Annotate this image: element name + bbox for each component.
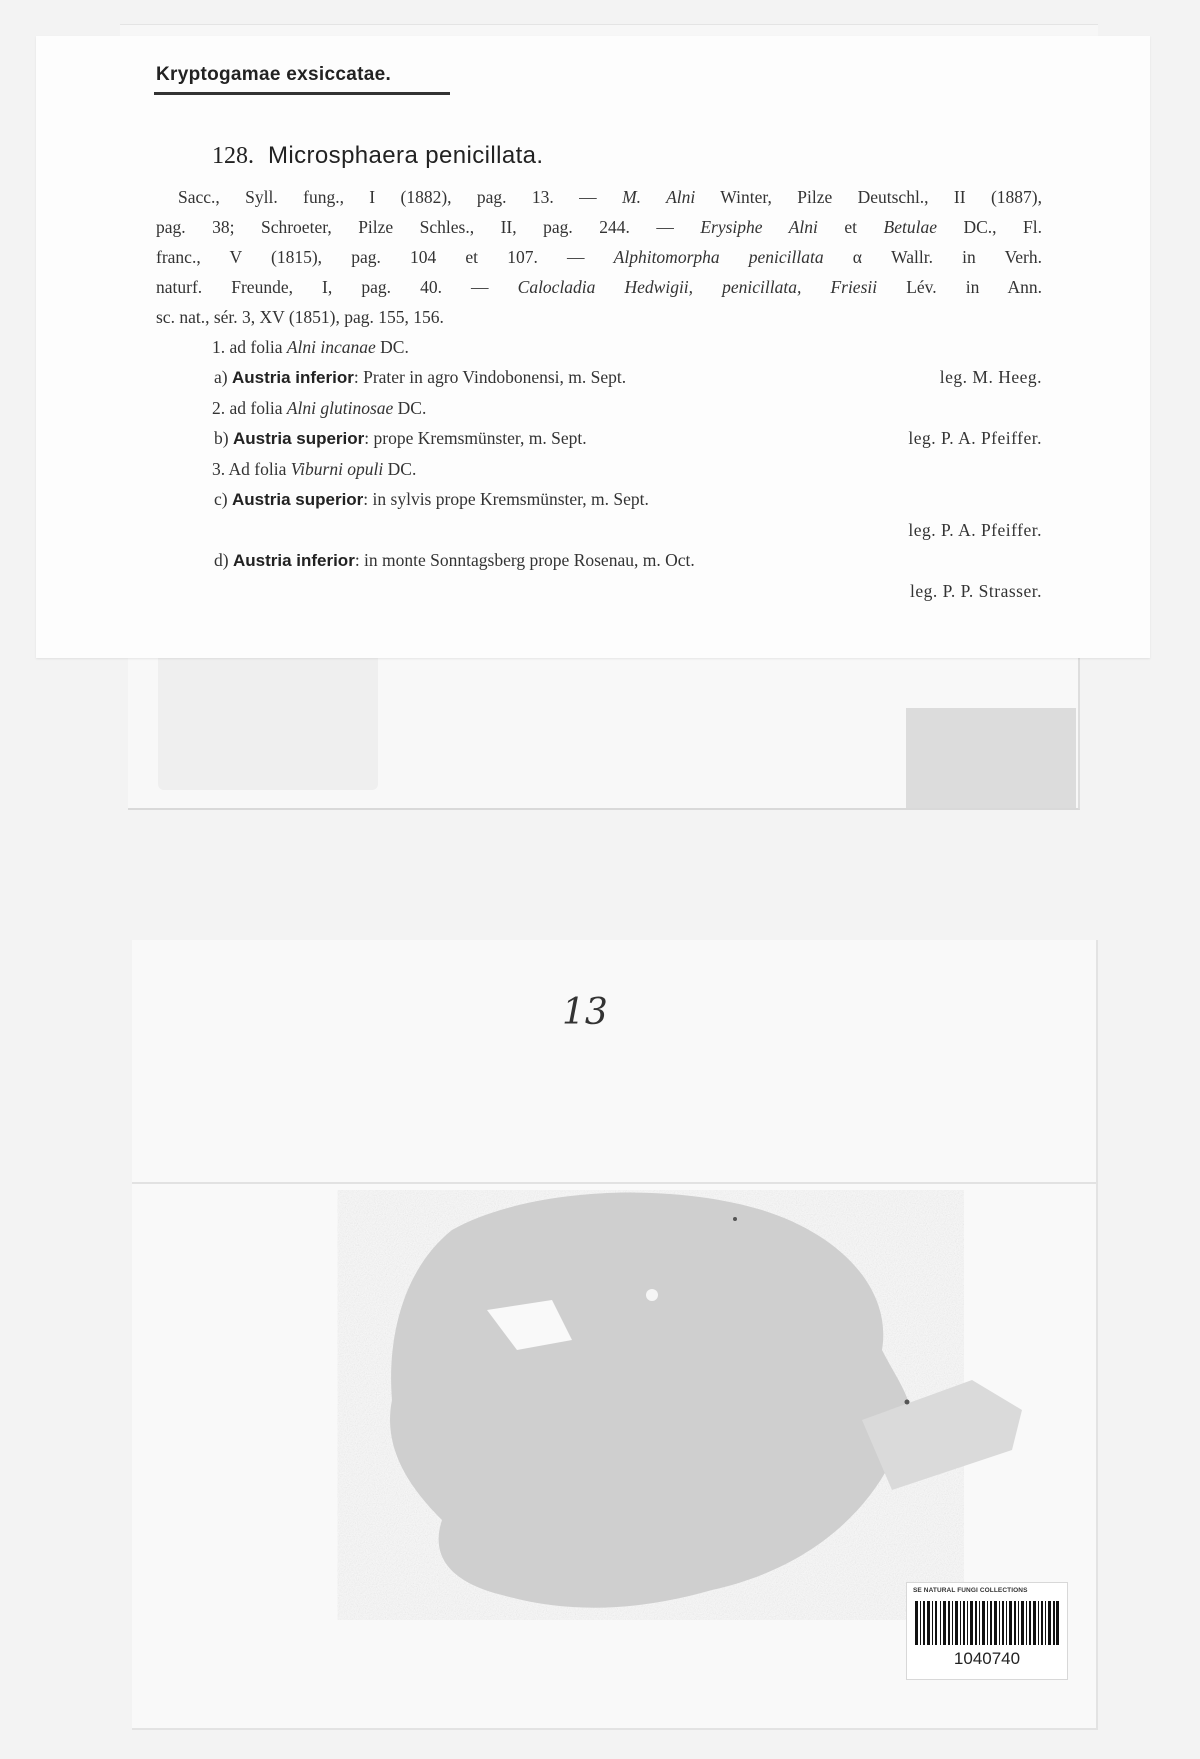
reference-text: Winter, Pilze Deutschl., II (1887), xyxy=(695,187,1042,207)
leaf-specimen-image xyxy=(242,1190,1042,1620)
locality-letter: c) xyxy=(214,489,228,509)
host-prefix: 3. Ad folia xyxy=(212,459,291,479)
species-name: Microsphaera penicillata. xyxy=(268,142,544,169)
reference-text: et xyxy=(817,217,884,237)
collector: leg. P. A. Pfeiffer. xyxy=(908,520,1042,540)
host-prefix: 1. ad folia xyxy=(212,337,287,357)
locality-region: Austria superior xyxy=(231,490,364,509)
barcode-number: 1040740 xyxy=(953,1649,1021,1668)
host-author: DC. xyxy=(383,459,417,479)
collector-line xyxy=(156,576,1042,606)
host-author: DC. xyxy=(393,398,427,418)
label-body xyxy=(156,182,1042,606)
references-block xyxy=(156,182,1042,332)
exsiccata-number: 128. xyxy=(212,143,254,169)
locality-letter: d) xyxy=(214,550,229,570)
locality-line xyxy=(156,423,1042,454)
locality-region: Austria inferior xyxy=(231,368,354,387)
reference-line xyxy=(156,272,1042,302)
locality-letter: b) xyxy=(214,428,229,448)
reference-text: Sacc., Syll. fung., I (1882), pag. 13. — xyxy=(178,187,623,207)
reference-line xyxy=(156,212,1042,242)
reference-text: sc. nat., sér. 3, XV (1851), pag. 155, 156. xyxy=(156,307,444,327)
handwritten-number: 13 xyxy=(562,992,608,1033)
collector: leg. P. P. Strasser. xyxy=(909,581,1042,601)
locality-text: : Prater in agro Vindobonensi, m. Sept. xyxy=(353,367,627,387)
collections-block xyxy=(156,332,1042,606)
locality-region: Austria superior xyxy=(232,429,365,448)
reference-taxon: Alphitomorpha penicillata xyxy=(613,247,824,267)
reference-taxon: Calocladia Hedwigii, penicillata, Friesii xyxy=(517,277,878,297)
specimen-envelope xyxy=(132,940,1098,1730)
species-title xyxy=(212,142,543,170)
host-name: Alni incanae xyxy=(286,337,376,357)
locality-line xyxy=(156,362,1042,393)
reference-taxon: Betulae xyxy=(883,217,937,237)
locality-letter: a) xyxy=(214,367,228,387)
locality-text: : in monte Sonntagsberg prope Rosenau, m. Oct. xyxy=(354,550,695,570)
locality-text: : prope Kremsmünster, m. Sept. xyxy=(364,428,587,448)
reference-taxon: Erysiphe Alni xyxy=(700,217,818,237)
host-author: DC. xyxy=(375,337,409,357)
collector: leg. P. A. Pfeiffer. xyxy=(908,428,1042,448)
exsiccata-label xyxy=(36,36,1150,658)
reference-line xyxy=(156,302,1042,332)
host-name: Alni glutinosae xyxy=(286,398,394,418)
collector-line xyxy=(156,515,1042,545)
locality-line xyxy=(156,484,1042,515)
host-line xyxy=(156,393,1042,423)
host-line xyxy=(156,332,1042,362)
reference-text: naturf. Freunde, I, pag. 40. — xyxy=(156,277,518,297)
collector: leg. M. Heeg. xyxy=(939,367,1042,387)
barcode-label xyxy=(906,1582,1068,1680)
locality-region: Austria inferior xyxy=(232,551,355,570)
reference-text: α Wallr. in Verh. xyxy=(823,247,1043,267)
host-prefix: 2. ad folia xyxy=(212,398,287,418)
packet-fold-shadow xyxy=(158,640,378,790)
reference-line xyxy=(156,242,1042,272)
packet-gray-patch xyxy=(906,708,1076,808)
barcode-bars xyxy=(915,1601,1059,1645)
host-name: Viburni opuli xyxy=(290,459,384,479)
envelope-flap-fold xyxy=(132,1182,1096,1184)
host-line xyxy=(156,454,1042,484)
reference-taxon: M. Alni xyxy=(622,187,696,207)
header-underline xyxy=(154,92,450,95)
barcode-caption: SE NATURAL FUNGI COLLECTIONS xyxy=(913,1587,1028,1594)
reference-text: Lév. in Ann. xyxy=(877,277,1042,297)
locality-line xyxy=(156,545,1042,576)
label-header: Kryptogamae exsiccatae. xyxy=(156,64,392,85)
reference-text: DC., Fl. xyxy=(936,217,1042,237)
reference-text: pag. 38; Schroeter, Pilze Schles., II, pag. 244. — xyxy=(156,217,701,237)
locality-text: : in sylvis prope Kremsmünster, m. Sept. xyxy=(363,489,649,509)
reference-line xyxy=(156,182,1042,212)
reference-text: franc., V (1815), pag. 104 et 107. — xyxy=(156,247,614,267)
